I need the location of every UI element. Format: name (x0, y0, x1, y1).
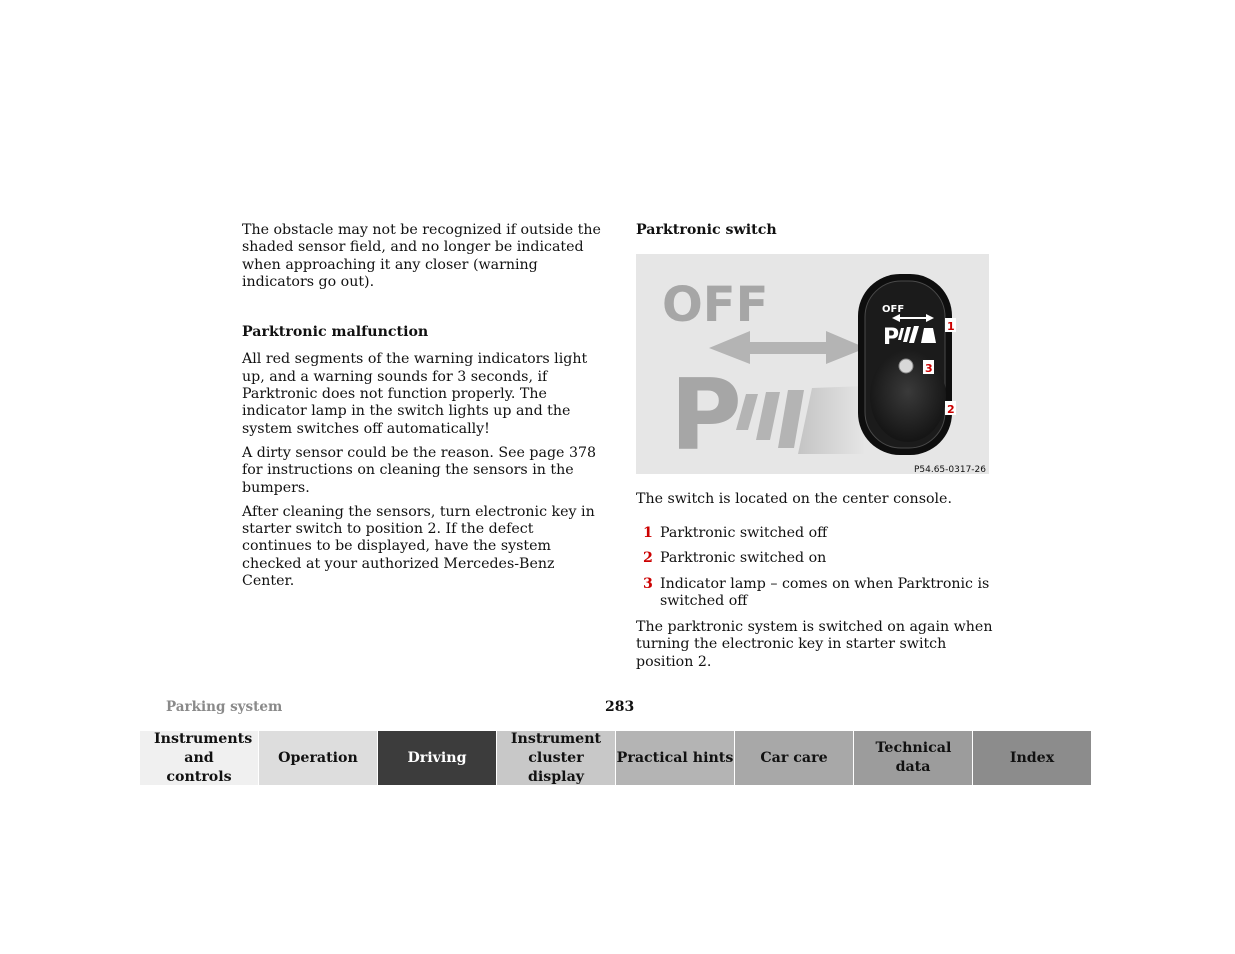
closing-paragraph: The parktronic system is switched on again when turning the electronic key in starter switch position 2. (636, 619, 993, 670)
list-item-number: 3 (643, 575, 653, 592)
left-column (242, 222, 602, 597)
parktronic-switch-figure (636, 254, 989, 474)
cleaning-paragraph: After cleaning the sensors, turn electronic key in starter switch to position 2. If the defect continues to be displayed, have the system checked at your authorized Mercedes-Benz Center. (242, 503, 595, 590)
list-item (636, 525, 996, 542)
switch-off-label: OFF (882, 304, 905, 315)
callout-1 (945, 318, 956, 333)
tab-index[interactable]: Index (973, 731, 1092, 785)
list-item-text: Parktronic switched on (660, 550, 827, 567)
dirty-sensor-paragraph: A dirty sensor could be the reason. See page 378 for instructions on cleaning the sensors in the bumpers. (242, 444, 597, 496)
svg-text:3: 3 (925, 362, 933, 375)
list-item (636, 550, 996, 567)
sensor-waves-icon (736, 386, 866, 454)
bg-off-label: OFF (662, 277, 769, 333)
list-item-number: 1 (643, 525, 653, 541)
intro-paragraph: The obstacle may not be recognized if outside the shaded sensor field, and no longer be indicated when approaching it any closer (warning indicators go out). (242, 222, 601, 290)
tab-car-care[interactable]: Car care (735, 731, 854, 785)
list-item-number: 2 (643, 550, 653, 567)
page-number: 283 (605, 699, 635, 715)
list-item (636, 576, 996, 611)
tab-practical-hints[interactable]: Practical hints (616, 731, 735, 785)
list-item-text: Indicator lamp – comes on when Parktronic is switched off (660, 575, 990, 609)
chapter-nav (140, 731, 1092, 785)
figure-code: P54.65-0317-26 (913, 465, 986, 474)
footer-section-title: Parking system (166, 699, 283, 715)
location-text: The switch is located on the center console. (636, 491, 952, 507)
location-text-block (636, 491, 996, 515)
indicator-lamp (899, 359, 913, 373)
list-item-text: Parktronic switched off (660, 525, 828, 541)
callout-2 (945, 401, 956, 416)
callout-list (636, 525, 996, 618)
tab-technical-data[interactable]: Technical data (854, 731, 973, 785)
tab-operation[interactable]: Operation (259, 731, 378, 785)
tab-instrument-cluster-display[interactable]: Instrument cluster display (497, 731, 616, 785)
callout-3 (923, 360, 934, 375)
svg-text:1: 1 (947, 320, 955, 333)
malfunction-paragraph: All red segments of the warning indicators light up, and a warning sounds for 3 seconds, if Parktronic does not function properly. The indicator lamp in the switch lights up and the system switches off automatically! (242, 351, 588, 437)
tab-driving[interactable]: Driving (378, 731, 497, 785)
switch-p-label: P (883, 325, 900, 350)
malfunction-heading: Parktronic malfunction (242, 324, 429, 341)
svg-text:2: 2 (947, 403, 955, 416)
right-column (636, 222, 996, 239)
parktronic-switch-heading: Parktronic switch (636, 222, 777, 238)
closing-block (636, 619, 996, 678)
tab-instruments-and-controls[interactable]: Instruments and controls (140, 731, 259, 785)
switch-illustration (636, 254, 989, 474)
bg-p-label: P (670, 359, 742, 473)
